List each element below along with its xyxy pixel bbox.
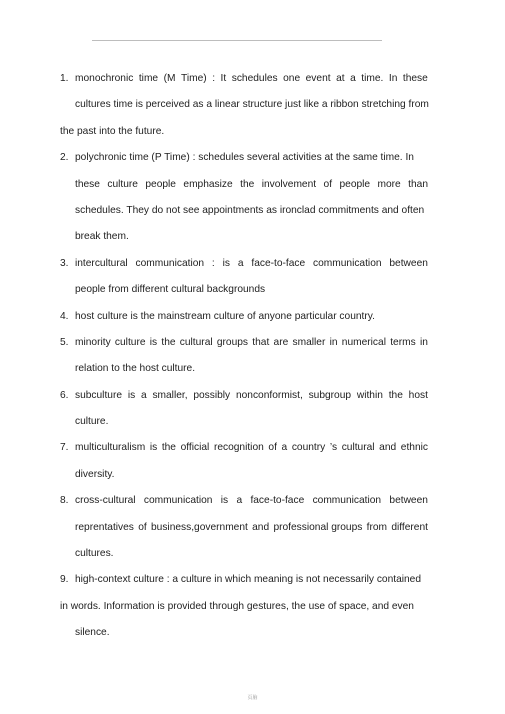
word: between [389, 257, 428, 269]
word: a [140, 389, 147, 401]
text-line [75, 172, 428, 198]
word: time. [361, 73, 384, 84]
word: In [388, 73, 398, 84]
text-line [75, 488, 428, 514]
word: multiculturalism [75, 442, 146, 454]
word: cultural [341, 442, 375, 454]
list-item-number: 5. [60, 336, 69, 348]
word: in [329, 336, 338, 348]
word: the [388, 389, 403, 401]
text-line [75, 383, 428, 409]
word: smaller [292, 336, 326, 348]
word: host [408, 389, 428, 401]
word: the [161, 442, 176, 454]
list-item-number: 7. [60, 442, 69, 454]
word: cross-cultural [75, 495, 136, 507]
word: numerical [341, 336, 386, 348]
word: is [149, 442, 158, 454]
word: different [391, 521, 428, 533]
text-line: silence. [75, 627, 110, 639]
text-line: cultures. [75, 548, 114, 560]
list-item [60, 330, 428, 383]
text-line: high-context culture : a culture in which meaning is not necessarily contained [75, 574, 421, 586]
text-line [75, 515, 428, 541]
word: of [323, 178, 333, 190]
word: a [237, 257, 244, 269]
list-item [60, 304, 428, 330]
word: is [127, 389, 136, 401]
word: communication [312, 495, 382, 507]
word: communication [135, 257, 205, 269]
word: official [180, 442, 210, 454]
word: are [273, 336, 289, 348]
page-footer: 页脑 [247, 695, 258, 701]
word: people [145, 178, 176, 190]
word: groups [216, 336, 249, 348]
word: professional groups [273, 521, 363, 533]
word: subculture [75, 389, 123, 401]
list-item [60, 567, 428, 646]
word: at [336, 73, 345, 84]
text-line [75, 330, 428, 356]
list-item-number: 2. [60, 152, 69, 164]
word: intercultural [75, 257, 128, 269]
word: communication [313, 257, 382, 269]
text-line: diversity. [75, 468, 115, 480]
word: culture [107, 178, 138, 190]
word: involvement [261, 178, 317, 190]
list-item [60, 251, 428, 304]
word: monochronic [75, 73, 134, 84]
word: Time) [181, 73, 207, 84]
word: schedules [231, 73, 278, 84]
word: is [220, 495, 229, 507]
list-item [60, 66, 428, 145]
definition-list [60, 66, 428, 647]
word: smaller, [152, 389, 188, 401]
text-line: people from different cultural backgrounds [75, 284, 266, 296]
header-rule [92, 40, 382, 41]
word: : [211, 257, 215, 269]
word: face-to-face [250, 495, 305, 507]
word: in [419, 336, 428, 348]
text-line: cultures time is perceived as a linear structure just like a ribbon stretching from [75, 99, 429, 111]
word: and [252, 521, 270, 533]
text-line: culture. [75, 416, 109, 428]
word: a [236, 495, 243, 507]
word: within [356, 389, 383, 401]
word: (M [163, 73, 176, 84]
word: It [220, 73, 227, 84]
text-line: in words. Information is provided through gestures, the use of space, and even [60, 600, 414, 612]
word: business,government [151, 521, 248, 533]
text-line: relation to the host culture. [75, 363, 196, 375]
word: : [212, 73, 216, 84]
word: ethnic [400, 442, 428, 454]
word: more [377, 178, 401, 190]
text-line: break them. [75, 231, 129, 243]
text-line: host culture is the mainstream culture of anyone particular country. [75, 310, 375, 322]
word: minority [75, 336, 111, 348]
word: cultural [179, 336, 213, 348]
text-line [75, 435, 428, 461]
word: these [402, 73, 428, 84]
list-item-number: 9. [60, 574, 69, 586]
word: culture [114, 336, 146, 348]
word: people [339, 178, 371, 190]
word: emphasize [183, 178, 233, 190]
word: a [350, 73, 356, 84]
list-item [60, 488, 428, 567]
list-item [60, 145, 428, 251]
word: communication [143, 495, 213, 507]
list-item [60, 435, 428, 488]
word: from [366, 521, 388, 533]
text-line [75, 251, 428, 277]
word: that [252, 336, 270, 348]
word: reprentatives [75, 521, 134, 533]
word: the [240, 178, 255, 190]
list-item-number: 8. [60, 495, 69, 507]
word: these [75, 178, 100, 190]
word: face-to-face [251, 257, 306, 269]
word: and [379, 442, 397, 454]
list-item-number: 3. [60, 257, 69, 269]
word: ’s [329, 442, 338, 454]
word: is [149, 336, 158, 348]
word: recognition [213, 442, 264, 454]
word: possibly [193, 389, 231, 401]
word: one [283, 73, 301, 84]
list-item-number: 1. [60, 73, 69, 84]
word: the [161, 336, 176, 348]
word: is [222, 257, 230, 269]
word: a [281, 442, 288, 454]
text-line [75, 66, 428, 92]
word: subgroup [308, 389, 352, 401]
text-line: the past into the future. [60, 125, 165, 137]
word: of [268, 442, 277, 454]
word: event [305, 73, 331, 84]
word: of [138, 521, 147, 533]
list-item-number: 4. [60, 310, 69, 322]
word: nonconformist, [235, 389, 303, 401]
word: than [408, 178, 428, 190]
word: time [138, 73, 159, 84]
text-line: polychronic time (P Time) : schedules several activities at the same time. In [75, 152, 414, 164]
word: terms [390, 336, 416, 348]
word: between [389, 495, 428, 507]
list-item [60, 383, 428, 436]
list-item-number: 6. [60, 389, 69, 401]
word: country [291, 442, 326, 454]
text-line: schedules. They do not see appointments as ironclad commitments and often [75, 204, 425, 216]
